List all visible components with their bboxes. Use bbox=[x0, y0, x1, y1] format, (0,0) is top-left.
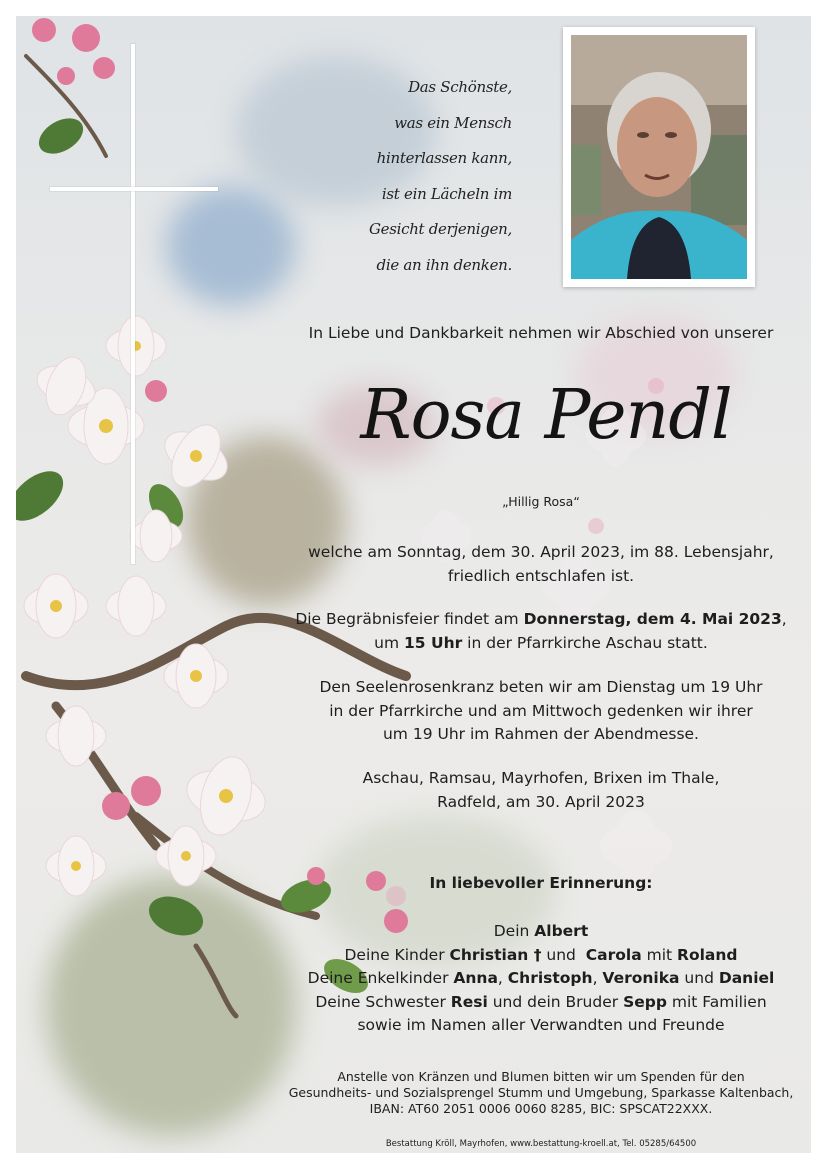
funeral-text: , bbox=[781, 610, 787, 628]
mourners-list bbox=[276, 920, 806, 1038]
place-line: Radfeld, am 30. April 2023 bbox=[437, 792, 645, 811]
funeral-date: Donnerstag, dem 4. Mai 2023 bbox=[523, 610, 782, 628]
mourner-text: und dein Bruder bbox=[487, 992, 624, 1011]
mourner-name: Christian † bbox=[449, 945, 542, 964]
mourner-text: und bbox=[679, 969, 719, 987]
memorial-poem bbox=[316, 70, 512, 283]
deceased-name: Rosa Pendl bbox=[360, 376, 732, 455]
rosary-line: in der Pfarrkirche und am Mittwoch gedenken wir ihrer bbox=[329, 701, 753, 720]
mourner-name: Sepp bbox=[623, 992, 667, 1011]
funeral-home-footer: Bestattung Kröll, Mayrhofen, www.bestattung-kroell.at, Tel. 05285/64500 bbox=[385, 1139, 697, 1149]
mourner-line bbox=[276, 991, 806, 1015]
poem-line: was ein Mensch bbox=[394, 113, 512, 132]
funeral-text: in der Pfarrkirche Aschau statt. bbox=[462, 633, 708, 652]
memory-heading-text: In liebevoller Erinnerung: bbox=[429, 874, 653, 892]
mourner-name: Veronika bbox=[602, 969, 680, 987]
mourner-line bbox=[276, 967, 806, 991]
poem-line: Gesicht derjenigen, bbox=[368, 220, 512, 238]
death-line: welche am Sonntag, dem 30. April 2023, im 88. Lebensjahr, bbox=[308, 543, 774, 561]
mourner-name: Albert bbox=[534, 922, 589, 940]
mourner-name: Resi bbox=[450, 992, 488, 1011]
mourner-text: mit bbox=[641, 945, 678, 964]
donation-line: Gesundheits- und Sozialsprengel Stumm und Umgebung, Sparkasse Kaltenbach, bbox=[288, 1085, 794, 1100]
mourner-text: , bbox=[592, 969, 603, 987]
place-line: Aschau, Ramsau, Mayrhofen, Brixen im Thale, bbox=[362, 769, 720, 787]
donation-notice bbox=[276, 1069, 806, 1117]
obituary-card bbox=[16, 16, 811, 1153]
poem-line: die an ihn denken. bbox=[376, 255, 512, 274]
poem-line: ist ein Lächeln im bbox=[381, 184, 512, 203]
poem-line: Das Schönste, bbox=[408, 78, 512, 96]
donation-line: IBAN: AT60 2051 0006 0060 8285, BIC: SPSCAT22XXX. bbox=[369, 1101, 713, 1116]
death-notice bbox=[276, 541, 806, 588]
intro-text: In Liebe und Dankbarkeit nehmen wir Abschied von unserer bbox=[308, 324, 774, 342]
mourner-text: mit Familien bbox=[666, 992, 767, 1011]
mourner-line bbox=[276, 920, 806, 944]
rosary-line: um 19 Uhr im Rahmen der Abendmesse. bbox=[382, 725, 699, 743]
poem-line: hinterlassen kann, bbox=[376, 149, 512, 167]
mourner-name: Carola bbox=[585, 945, 642, 964]
nickname: „Hillig Rosa“ bbox=[502, 494, 580, 509]
mourner-name: Christoph bbox=[507, 969, 593, 987]
funeral-text: Die Begräbnisfeier findet am bbox=[295, 610, 524, 628]
mourner-line bbox=[276, 944, 806, 968]
funeral-time: 15 Uhr bbox=[404, 633, 463, 652]
memorial-cross-horizontal bbox=[50, 187, 218, 191]
mourner-name: Anna bbox=[453, 969, 498, 987]
portrait-frame bbox=[563, 27, 755, 287]
donation-line: Anstelle von Kränzen und Blumen bitten wir um Spenden für den bbox=[337, 1069, 745, 1084]
portrait-photo bbox=[571, 35, 747, 279]
mourner-name: Daniel bbox=[718, 969, 775, 987]
mourner-text: Deine Schwester bbox=[315, 992, 451, 1011]
funeral-text: um bbox=[374, 633, 405, 652]
mourner-text: , bbox=[497, 969, 508, 987]
mourner-name: Roland bbox=[677, 945, 738, 964]
memorial-cross-vertical bbox=[131, 44, 135, 564]
mourner-text: Deine Enkelkinder bbox=[307, 969, 454, 987]
funeral-notice bbox=[276, 608, 806, 655]
place-date bbox=[276, 767, 806, 814]
mourner-text: und bbox=[541, 945, 586, 964]
mourner-line: sowie im Namen aller Verwandten und Freunde bbox=[357, 1016, 725, 1034]
death-line: friedlich entschlafen ist. bbox=[447, 566, 635, 585]
mourner-text: Deine Kinder bbox=[344, 945, 450, 964]
memory-heading bbox=[276, 872, 806, 896]
rosary-notice bbox=[276, 676, 806, 747]
rosary-line: Den Seelenrosenkranz beten wir am Dienstag um 19 Uhr bbox=[319, 678, 763, 696]
mourner-text: Dein bbox=[493, 922, 535, 940]
